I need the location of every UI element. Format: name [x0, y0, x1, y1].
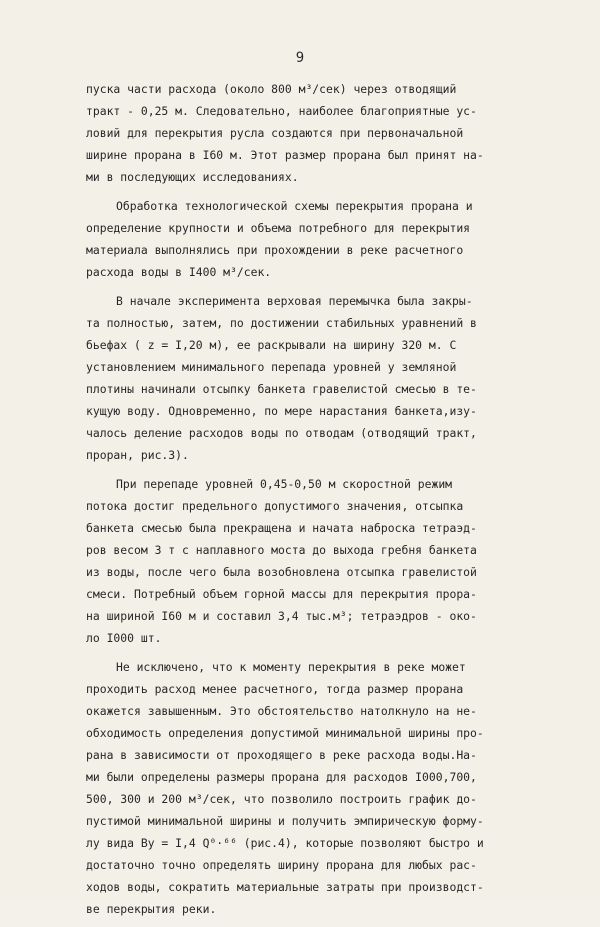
paragraph-2	[86, 195, 526, 283]
text-line: кущую воду. Одновременно, по мере нарастания банкета,изу-	[86, 404, 477, 418]
text-line: ми были определены размеры прорана для расходов I000,700,	[86, 770, 477, 784]
body-text	[86, 78, 526, 927]
text-line: достаточно точно определять ширину прорана для любых рас-	[86, 858, 477, 872]
text-line: ловий для перекрытия русла создаются при первоначальной	[86, 126, 464, 140]
text-line: При перепаде уровней 0,45-0,50 м скоростной режим	[116, 477, 453, 491]
text-line: проран, рис.3).	[86, 448, 189, 462]
text-line: расхода воды в I400 м³/сек.	[86, 265, 272, 279]
text-line: та полностью, затем, по достижении стабильных уравнений в	[86, 316, 477, 330]
text-line: банкета смесью была прекращена и начата наброска тетраэд-	[86, 521, 477, 535]
text-line: проходить расход менее расчетного, тогда размер прорана	[86, 682, 464, 696]
text-line: потока достиг предельного допустимого значения, отсыпка	[86, 499, 464, 513]
text-line: 500, 300 и 200 м³/сек, что позволило построить график до-	[86, 792, 477, 806]
text-line: материала выполнялись при прохождении в реке расчетного	[86, 243, 464, 257]
text-line: пустимой минимальной ширины и получить эмпирическую форму-	[86, 814, 484, 828]
text-line: чалось деление расходов воды по отводам (отводящий тракт,	[86, 426, 477, 440]
text-line: определение крупности и объема потребного для перекрытия	[86, 221, 471, 235]
paragraph-3	[86, 290, 526, 466]
text-line: рана в зависимости от проходящего в реке расхода воды.На-	[86, 748, 477, 762]
text-line: ширине прорана в I60 м. Этот размер прорана был принят на-	[86, 148, 484, 162]
text-line: пуска части расхода (около 800 м³/сек) через отводящий	[86, 82, 457, 96]
text-line: окажется завышенным. Это обстоятельство натолкнуло на не-	[86, 704, 477, 718]
text-line: ве перекрытия реки.	[86, 902, 217, 916]
text-line: из воды, после чего была возобновлена отсыпка гравелистой	[86, 565, 477, 579]
text-line: бьефах ( z = I,20 м), ее раскрывали на ширину 320 м. С	[86, 338, 457, 352]
text-line: на шириной I60 м и составил 3,4 тыс.м³; тетраэдров - око-	[86, 609, 477, 623]
page-number: 9	[295, 50, 305, 66]
paragraph-4	[86, 473, 526, 649]
text-line: ми в последующих исследованиях.	[86, 170, 299, 184]
text-line: Не исключено, что к моменту перекрытия в реке может	[116, 660, 466, 674]
text-line: плотины начинали отсыпку банкета гравелистой смесью в те-	[86, 382, 477, 396]
text-line: ло I000 шт.	[86, 631, 162, 645]
text-line: установлением минимального перепада уровней у земляной	[86, 360, 457, 374]
text-line: ходов воды, сократить материальные затраты при производст-	[86, 880, 484, 894]
text-line: обходимость определения допустимой минимальной ширины про-	[86, 726, 484, 740]
text-line: тракт - 0,25 м. Следовательно, наиболее благоприятные ус-	[86, 104, 477, 118]
paragraph-1	[86, 78, 526, 188]
text-line: смеси. Потребный объем горной массы для перекрытия прора-	[86, 587, 477, 601]
text-line: Обработка технологической схемы перекрытия прорана и	[116, 199, 473, 213]
text-line: ров весом 3 т с наплавного моста до выхода гребня банкета	[86, 543, 477, 557]
text-line: В начале эксперимента верховая перемычка была закры-	[116, 294, 473, 308]
paragraph-5	[86, 656, 526, 920]
text-line: лу вида By = I,4 Q⁰·⁶⁶ (рис.4), которые позволяют быстро и	[86, 836, 484, 850]
